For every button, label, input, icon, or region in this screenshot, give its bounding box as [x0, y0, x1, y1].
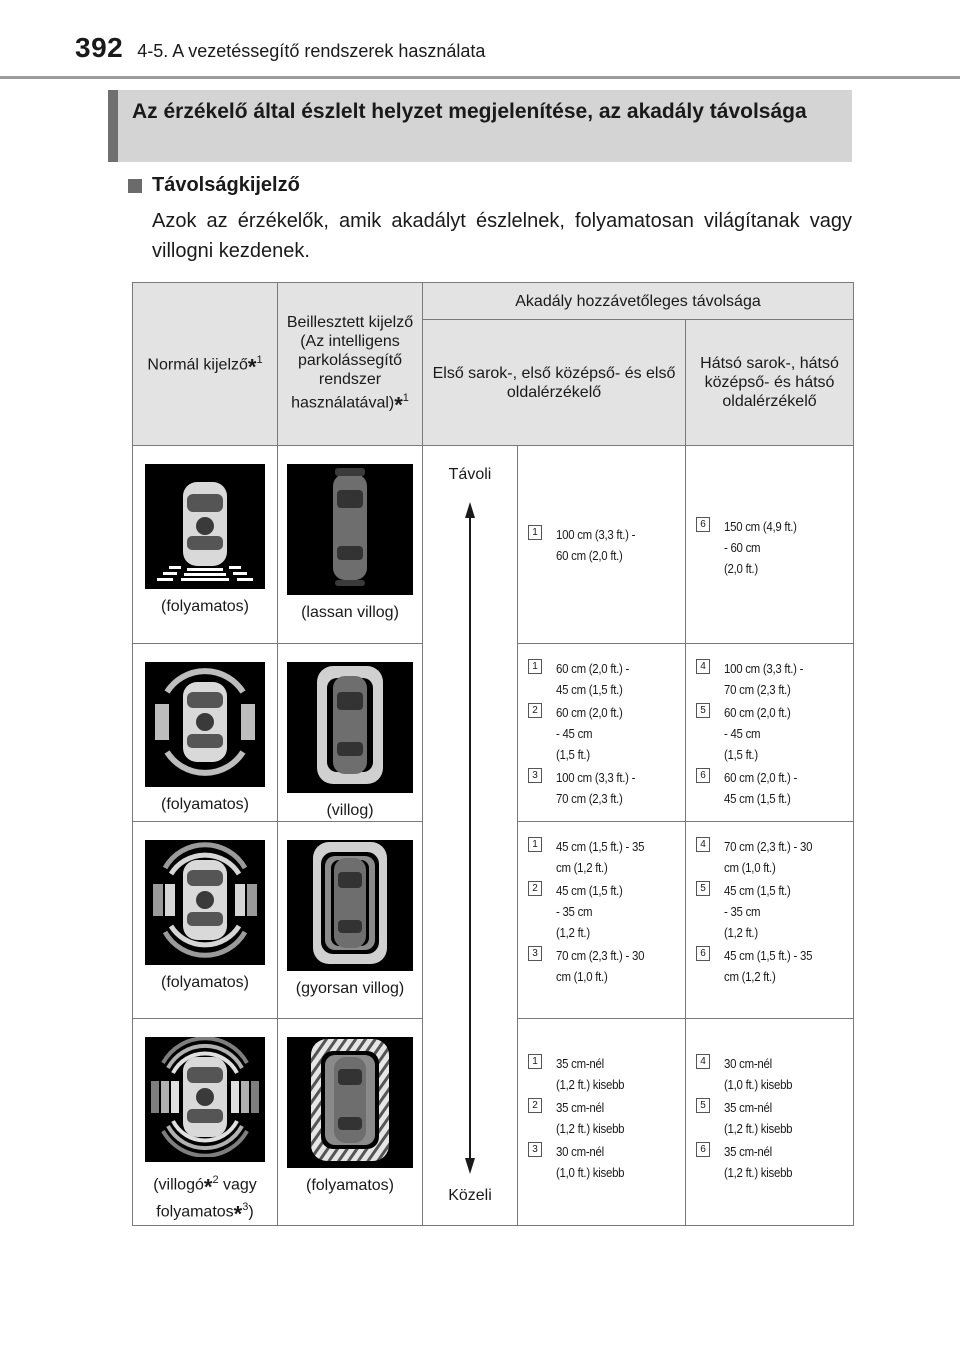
builtin-display-caption: (villog)	[326, 802, 374, 819]
sensor-display-image	[145, 662, 265, 787]
list-item	[696, 1097, 847, 1139]
distance-text: 35 cm-nél (1,2 ft.) kisebb	[724, 1100, 793, 1136]
sensor-number: 1	[528, 1054, 542, 1069]
footnote-mark: 1	[256, 354, 263, 367]
normal-display-caption-part: vagy folyamatos	[156, 1176, 257, 1221]
footnote-mark: 1	[402, 392, 409, 405]
distance-text: 45 cm (1,5 ft.) - 35 cm (1,2 ft.)	[724, 948, 813, 984]
distance-text: 45 cm (1,5 ft.) - 35 cm (1,2 ft.)	[724, 883, 791, 940]
header-front-sensors: Első sarok-, első középső- és első oldalérzékelő	[423, 320, 686, 446]
far-label: Távoli	[448, 466, 492, 483]
list-item	[696, 880, 847, 943]
distance-text: 35 cm-nél (1,2 ft.) kisebb	[556, 1100, 625, 1136]
rear-distance-cell	[686, 822, 854, 1019]
sensor-number: 1	[528, 837, 542, 852]
sensor-number: 1	[528, 659, 542, 674]
page-header	[75, 32, 485, 68]
sensor-number: 6	[696, 1142, 710, 1157]
front-distance-cell	[518, 822, 686, 1019]
double-arrow-icon	[423, 446, 518, 1216]
sensor-number: 4	[696, 837, 710, 852]
distance-text: 35 cm-nél (1,2 ft.) kisebb	[556, 1056, 625, 1092]
list-item	[528, 1053, 679, 1095]
footnote-star: *	[394, 392, 403, 418]
header-divider	[0, 76, 960, 79]
normal-display-caption-part: )	[248, 1203, 254, 1221]
header-builtin-display-label: Beillesztett kijelző (Az intelligens parkolássegítő rendszer használatával)	[286, 314, 414, 412]
list-item	[528, 1141, 679, 1183]
distance-text: 30 cm-nél (1,0 ft.) kisebb	[724, 1056, 793, 1092]
rear-distance-cell	[686, 1019, 854, 1226]
sensor-number: 3	[528, 768, 542, 783]
footnote-star: *	[233, 1201, 243, 1227]
list-item	[528, 767, 679, 809]
distance-text: 60 cm (2,0 ft.) - 45 cm (1,5 ft.)	[556, 705, 623, 762]
sensor-number: 3	[528, 946, 542, 961]
sensor-display-image	[145, 1037, 265, 1162]
distance-text: 30 cm-nél (1,0 ft.) kisebb	[556, 1144, 625, 1180]
list-item	[696, 945, 847, 987]
distance-text: 60 cm (2,0 ft.) - 45 cm (1,5 ft.)	[724, 705, 791, 762]
subsection-title: Távolságkijelző	[152, 174, 300, 196]
near-label: Közeli	[448, 1186, 492, 1204]
normal-display-cell	[133, 446, 278, 644]
chapter-title: 4-5. A vezetéssegítő rendszerek használata	[137, 41, 486, 61]
builtin-display-cell	[278, 822, 423, 1019]
list-item	[696, 1141, 847, 1183]
sensor-display-image	[287, 840, 413, 971]
distance-text: 60 cm (2,0 ft.) - 45 cm (1,5 ft.)	[724, 770, 798, 806]
header-rear-sensors: Hátsó sarok-, hátsó középső- és hátsó oldalérzékelő	[686, 320, 854, 446]
square-bullet-icon	[128, 179, 142, 193]
list-item	[696, 1053, 847, 1095]
sensor-number: 3	[528, 1142, 542, 1157]
normal-display-cell	[133, 644, 278, 822]
normal-display-cell	[133, 822, 278, 1019]
builtin-display-caption: (folyamatos)	[305, 1177, 395, 1194]
builtin-display-cell	[278, 1019, 423, 1226]
front-distance-cell	[518, 446, 686, 644]
distance-text: 45 cm (1,5 ft.) - 35 cm (1,2 ft.)	[556, 883, 623, 940]
sensor-display-image	[287, 464, 413, 595]
list-item	[528, 945, 679, 987]
distance-text: 70 cm (2,3 ft.) - 30 cm (1,0 ft.)	[556, 948, 645, 984]
distance-arrow-cell	[423, 446, 518, 1226]
front-distance-cell	[518, 1019, 686, 1226]
list-item	[528, 836, 679, 878]
normal-display-cell	[133, 1019, 278, 1226]
sensor-number: 2	[528, 703, 542, 718]
subsection-body: Azok az érzékelők, amik akadályt észlelnek, folyamatosan világítanak vagy villogni kezdenek.	[152, 210, 852, 262]
normal-display-caption: (folyamatos)	[160, 974, 250, 991]
normal-display-caption	[133, 1170, 277, 1225]
table-row	[133, 446, 854, 644]
list-item	[696, 658, 847, 700]
front-distance-cell	[518, 644, 686, 822]
normal-display-caption-part: (villogó	[153, 1176, 204, 1194]
section-title: Az érzékelő által észlelt helyzet megjelenítése, az akadály távolsága	[132, 100, 807, 123]
sensor-display-image	[145, 840, 265, 965]
list-item	[528, 702, 679, 765]
sensor-number: 5	[696, 881, 710, 896]
distance-text: 45 cm (1,5 ft.) - 35 cm (1,2 ft.)	[556, 839, 645, 875]
section-heading-box	[108, 90, 852, 162]
sensor-display-image	[287, 662, 413, 793]
list-item	[528, 1097, 679, 1139]
distance-text: 60 cm (2,0 ft.) - 45 cm (1,5 ft.)	[556, 661, 630, 697]
page-number: 392	[75, 32, 124, 63]
distance-text: 70 cm (2,3 ft.) - 30 cm (1,0 ft.)	[724, 839, 813, 875]
sensor-number: 2	[528, 1098, 542, 1113]
normal-display-caption: (folyamatos)	[160, 796, 250, 813]
footnote-star: *	[247, 354, 257, 380]
distance-text: 100 cm (3,3 ft.) - 70 cm (2,3 ft.)	[724, 661, 804, 697]
header-normal-display	[133, 283, 278, 446]
distance-text: 150 cm (4,9 ft.) - 60 cm (2,0 ft.)	[724, 519, 797, 576]
list-item	[696, 836, 847, 878]
sensor-number: 5	[696, 703, 710, 718]
footnote-star: *	[203, 1174, 213, 1200]
rear-distance-cell	[686, 644, 854, 822]
builtin-display-cell	[278, 446, 423, 644]
list-item	[696, 702, 847, 765]
sensor-number: 4	[696, 659, 710, 674]
distance-table	[132, 282, 854, 1226]
distance-text: 100 cm (3,3 ft.) - 70 cm (2,3 ft.)	[556, 770, 636, 806]
list-item	[696, 516, 847, 579]
list-item	[528, 524, 679, 566]
subsection-heading	[128, 174, 300, 197]
sensor-display-image	[145, 464, 265, 589]
list-item	[528, 880, 679, 943]
builtin-display-caption: (gyorsan villog)	[295, 980, 405, 997]
list-item	[528, 658, 679, 700]
distance-text: 100 cm (3,3 ft.) - 60 cm (2,0 ft.)	[556, 527, 636, 563]
normal-display-caption: (folyamatos)	[160, 598, 250, 615]
rear-distance-cell	[686, 446, 854, 644]
sensor-number: 4	[696, 1054, 710, 1069]
builtin-display-cell	[278, 644, 423, 822]
sensor-number: 6	[696, 946, 710, 961]
sensor-number: 6	[696, 517, 710, 532]
sensor-number: 2	[528, 881, 542, 896]
header-builtin-display	[278, 283, 423, 446]
sensor-number: 6	[696, 768, 710, 783]
footnote-mark: 3	[242, 1201, 249, 1214]
list-item	[696, 767, 847, 809]
builtin-display-caption: (lassan villog)	[301, 604, 399, 621]
header-distance: Akadály hozzávetőleges távolsága	[423, 283, 854, 320]
footnote-mark: 2	[212, 1174, 219, 1186]
header-normal-display-label: Normál kijelző	[147, 356, 248, 374]
sensor-display-image	[287, 1037, 413, 1168]
sensor-number: 1	[528, 525, 542, 540]
distance-text: 35 cm-nél (1,2 ft.) kisebb	[724, 1144, 793, 1180]
sensor-number: 5	[696, 1098, 710, 1113]
